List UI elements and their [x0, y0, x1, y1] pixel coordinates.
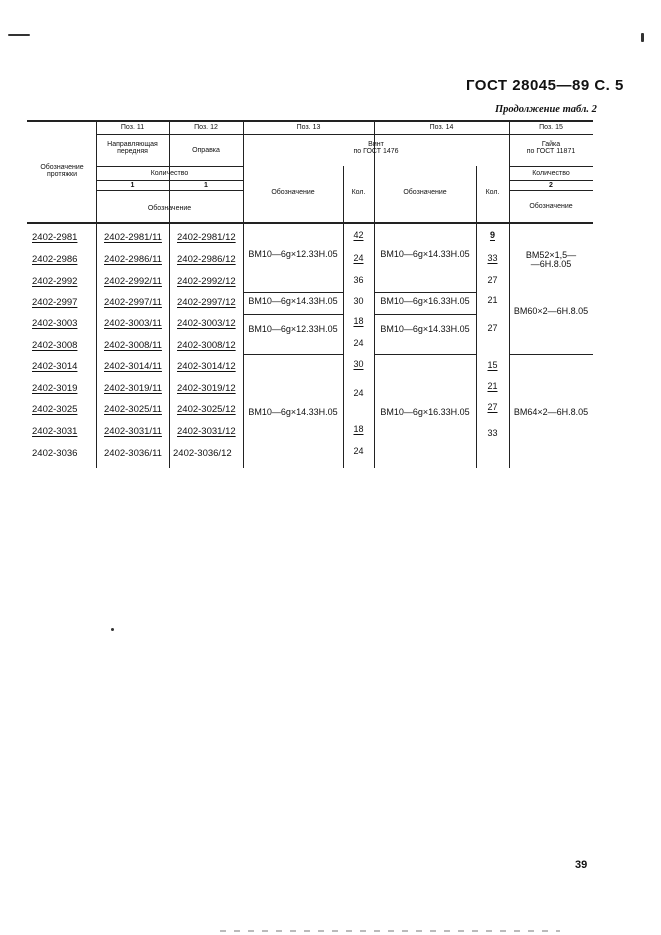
header-kolichestvo-gaika: Количество — [532, 170, 570, 177]
row-id: 2402-3003 — [32, 318, 78, 329]
pos13-designation: ВМ10—6g×14.33Н.05 — [248, 407, 338, 417]
pos12-cell: 2402-2997/12 — [177, 297, 236, 308]
pos14-qty: 21 — [487, 381, 498, 391]
pos12-cell: 2402-3003/12 — [177, 318, 236, 329]
header-oboznachenie-14: Обозначение — [403, 189, 447, 196]
pos14-qty: 15 — [487, 360, 498, 370]
pos11-cell: 2402-3031/11 — [104, 426, 162, 437]
pos11-cell: 2402-3036/11 — [104, 448, 162, 459]
pos11-cell: 2402-3025/11 — [104, 404, 162, 415]
pos13-qty: 24 — [353, 338, 364, 348]
header-napravlyayushchaya: Направляющая передняя — [107, 141, 158, 156]
row-id: 2402-2997 — [32, 297, 78, 308]
pos14-designation: ВМ10—6g×14.33Н.05 — [380, 249, 470, 259]
row-id: 2402-2992 — [32, 276, 78, 287]
pos13-qty: 36 — [353, 275, 364, 285]
pos14-qty: 33 — [487, 253, 498, 263]
pos14-qty: 27 — [487, 402, 498, 412]
row-id: 2402-2986 — [32, 254, 78, 265]
rule-v — [476, 166, 477, 468]
pos14-qty: 33 — [487, 428, 498, 438]
pos14-qty: 9 — [489, 230, 495, 240]
pos14-qty: 27 — [487, 275, 498, 285]
pos11-cell: 2402-3014/11 — [104, 361, 162, 372]
scan-speck — [111, 628, 114, 631]
header-pos11: Поз. 11 — [120, 124, 145, 131]
row-id: 2402-3025 — [32, 404, 78, 415]
rule-group — [243, 354, 343, 355]
row-id: 2402-3031 — [32, 426, 78, 437]
row-id: 2402-3014 — [32, 361, 78, 372]
pos13-qty: 30 — [353, 296, 364, 306]
rule-group — [509, 354, 593, 355]
rule — [509, 190, 593, 191]
pos12-cell: 2402-2992/12 — [177, 276, 236, 287]
pos11-cell: 2402-2981/11 — [104, 232, 162, 243]
pos13-qty: 24 — [353, 253, 364, 263]
header-pos15: Поз. 15 — [539, 124, 563, 131]
row-id: 2402-2981 — [32, 232, 78, 243]
rule — [509, 180, 593, 181]
row-id: 2402-3019 — [32, 383, 78, 394]
pos13-qty: 18 — [353, 316, 364, 326]
page-header: ГОСТ 28045—89 С. 5 — [466, 77, 624, 94]
pos14-designation: ВМ10—6g×16.33Н.05 — [380, 296, 470, 306]
pos12-cell: 2402-3031/12 — [177, 426, 236, 437]
header-pos13: Поз. 13 — [296, 124, 321, 131]
header-kol-13: Кол. — [351, 189, 366, 196]
header-gaika: Гайка по ГОСТ 11871 — [526, 141, 576, 156]
pos12-cell: 2402-3025/12 — [177, 404, 236, 415]
pos14-qty: 27 — [487, 323, 498, 333]
pos11-cell: 2402-3008/11 — [104, 340, 162, 351]
pos11-cell: 2402-3003/11 — [104, 318, 162, 329]
scan-speck — [8, 34, 30, 36]
pos13-designation: ВМ10—6g×12.33Н.05 — [248, 249, 338, 259]
table-continuation-note: Продолжение табл. 2 — [495, 104, 597, 115]
rule — [509, 166, 593, 167]
pos15-designation: ВМ52×1,5— —6Н.8.05 — [525, 250, 577, 270]
header-kolichestvo: Количество — [150, 170, 189, 177]
pos13-qty: 18 — [353, 424, 364, 434]
pos13-designation: ВМ10—6g×12.33Н.05 — [248, 324, 338, 334]
rule — [96, 134, 593, 135]
header-oboznachenie-15: Обозначение — [529, 203, 573, 210]
pos13-qty: 42 — [353, 230, 364, 240]
page-number: 39 — [575, 859, 588, 871]
header-oboznachenie-13: Обозначение — [271, 189, 315, 196]
rule-group — [374, 354, 476, 355]
header-kol-14: Кол. — [485, 189, 500, 196]
header-qty-15: 2 — [549, 182, 553, 189]
pos12-cell: 2402-2981/12 — [177, 232, 236, 243]
rule-group — [374, 314, 476, 315]
header-vint: Винт по ГОСТ 1476 — [353, 141, 399, 156]
pos13-qty: 24 — [353, 388, 364, 398]
row-id: 2402-3036 — [32, 448, 78, 459]
pos14-qty: 21 — [487, 295, 498, 305]
header-pos12: Поз. 12 — [194, 124, 218, 131]
header-oboznachenie-11-12: Обозначение — [147, 205, 192, 212]
pos12-cell: 2402-3036/12 — [173, 448, 232, 459]
pos13-qty: 24 — [353, 446, 364, 456]
pos15-designation: ВМ64×2—6Н.8.05 — [513, 407, 589, 417]
pos12-cell: 2402-3014/12 — [177, 361, 236, 372]
pos15-designation: ВМ60×2—6Н.8.05 — [513, 306, 589, 316]
rule-group — [374, 292, 476, 293]
pos11-cell: 2402-3019/11 — [104, 383, 162, 394]
scan-noise — [220, 930, 560, 932]
pos11-cell: 2402-2992/11 — [104, 276, 162, 287]
header-row-label: Обозначение протяжки — [40, 164, 84, 179]
pos13-designation: ВМ10—6g×14.33Н.05 — [248, 296, 338, 306]
row-id: 2402-3008 — [32, 340, 78, 351]
header-qty-11: 1 — [130, 182, 135, 189]
header-opravka: Оправка — [192, 147, 220, 154]
scan-speck — [641, 33, 644, 42]
pos14-designation: ВМ10—6g×14.33Н.05 — [380, 324, 470, 334]
pos13-qty: 30 — [353, 359, 364, 369]
rule-group — [243, 292, 343, 293]
header-qty-12: 1 — [204, 182, 208, 189]
pos11-cell: 2402-2986/11 — [104, 254, 162, 265]
pos12-cell: 2402-3008/12 — [177, 340, 236, 351]
rule-group — [243, 314, 343, 315]
pos14-designation: ВМ10—6g×16.33Н.05 — [380, 407, 470, 417]
header-pos14: Поз. 14 — [429, 124, 454, 131]
pos12-cell: 2402-2986/12 — [177, 254, 236, 265]
pos12-cell: 2402-3019/12 — [177, 383, 236, 394]
pos11-cell: 2402-2997/11 — [104, 297, 162, 308]
